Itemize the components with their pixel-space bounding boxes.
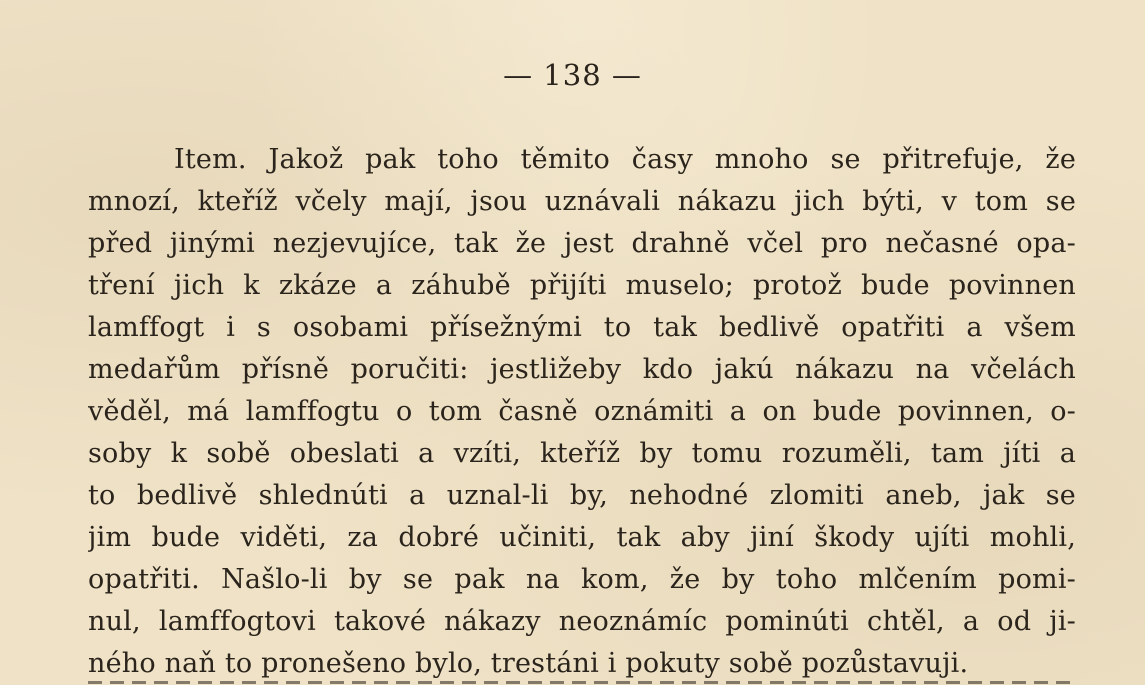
- page-number: — 138 —: [503, 58, 642, 92]
- text-line: soby k sobě obeslati a vzíti, kteříž by tomu rozuměli, tam jíti a: [88, 438, 1076, 469]
- body-paragraph: [88, 139, 1076, 685]
- text-line: lamffogt i s osobami přísežnými to tak bedlivě opatřiti a všem: [88, 312, 1076, 343]
- text-line: tření jich k zkáze a záhubě přijíti muselo; protož bude povinnen: [88, 270, 1076, 301]
- text-line: Item. Jakož pak toho těmito časy mnoho se přitrefuje, že: [174, 144, 1076, 175]
- text-line: mnozí, kteříž včely mají, jsou uznávali nákazu jich býti, v tom se: [88, 186, 1076, 217]
- text-line: to bedlivě shlednúti a uznal-li by, nehodné zlomiti aneb, jak se: [88, 480, 1076, 511]
- text-line: před jinými nezjevujíce, tak že jest drahně včel pro nečasné opa-: [88, 228, 1076, 259]
- text-line: ného naň to pronešeno bylo, trestáni i pokuty sobě pozůstavuji.: [88, 648, 969, 679]
- text-line: jim bude viděti, za dobré učiniti, tak aby jiní škody ujíti mohli,: [88, 522, 1076, 553]
- text-line: nul, lamffogtovi takové nákazy neoznámíc pominúti chtěl, a od ji-: [88, 606, 1076, 637]
- text-line: věděl, má lamffogtu o tom časně oznámiti a on bude povinnen, o-: [88, 396, 1076, 427]
- cropped-next-line: [88, 672, 1076, 685]
- text-line: medařům přísně poručiti: jestližeby kdo jakú nákazu na včelách: [88, 354, 1076, 385]
- text-line: opatřiti. Našlo-li by se pak na kom, že by toho mlčením pomi-: [88, 564, 1076, 595]
